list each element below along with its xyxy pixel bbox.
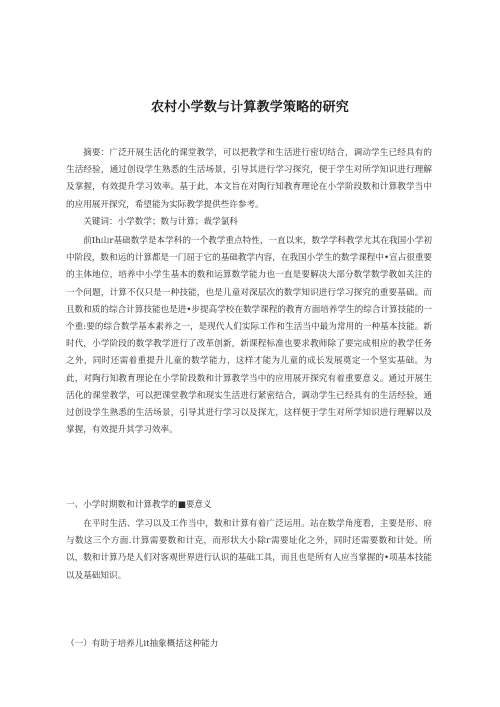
document-title: 农村小学数与计算教学策略的研究 xyxy=(150,100,349,115)
section-paragraph: 在平时生活、学习以及工作当中，数和计算有着广泛运用。站在数学角度看，主要是形、府与数这三个方面.计算需要数和计克，而形状大小除г需要址化之外，同时还需要数和计处。所以，数和计算乃是人们对客观世界进行认识的基础工具，而且也是所有人应当掌握的•项基本技能以及基础知识。 xyxy=(66,519,433,581)
abstract-paragraph: 摘要：广泛开展生活化的课堂教学，可以把教学和生活进行密切结合，调动学生已经具有的生活经验，通过创设学生熟悉的生活场景，引导其进行学习探究，便于学生对所学知识进行理解及掌握，有效提升学习效率。基于此，本文旨在对陶行知教育理论在小学阶段数和计算教学当中的应用展开探究，希望能为实际教学提供些许参考。 xyxy=(66,148,432,210)
keywords-line: 关键词：小学数学；数与计算；裁学氯科 xyxy=(83,217,238,227)
intro-paragraph: 前Ih山r基础数学是本学科的一个教学重点特性，一直以来，数学学科教学尤其在我国小学初中阶段，数和运的计算都是一门屈于它的基础教学内容，在我国小学生的数学课程中•宣占很重要的主体地位，培养中小学生基本的数和运算数学能力也一直是要解决大部分数学数学教如关注的一个问题，计算不仅只是一种技能，也是儿童对深层次的数学知识进行学习探究的重要基础。而且数和质的综合计算技能也是进•步提高学校在数学课程的教育方面培养学生的综合计算技能的一个重:要的综合数学基本素养之一，是现代人们实际工作和生活当中最为常用的一种基本技能。新时代，小学阶段的数学教学进行了改革创新，新课程标准也要求教师除了要完成相应的教学任务之外，同时还需着重提升儿童的数学能力，这样才能为儿童的成长发展奠定一个坚实基础。为此，对陶行知教育理论在小学阶段数和计算教学当中的应用展开探究有着重要意义。通过开展生活化的课堂教学，可以把课堂教学和现实生活进行紧密结合，调动学生已经具有的生活经验，通过创设学生熟悉的生活场景，引导其进行学习以及探尢，这样便于学生对所学知识进行理解以及掌握，有效提升其学习效率。 xyxy=(66,236,433,436)
section-heading: 一、小学时期数和计算教学的■要意义 xyxy=(66,500,212,510)
subsection-heading: （一）有助于培养儿it抽象概括这种能力 xyxy=(66,639,219,649)
